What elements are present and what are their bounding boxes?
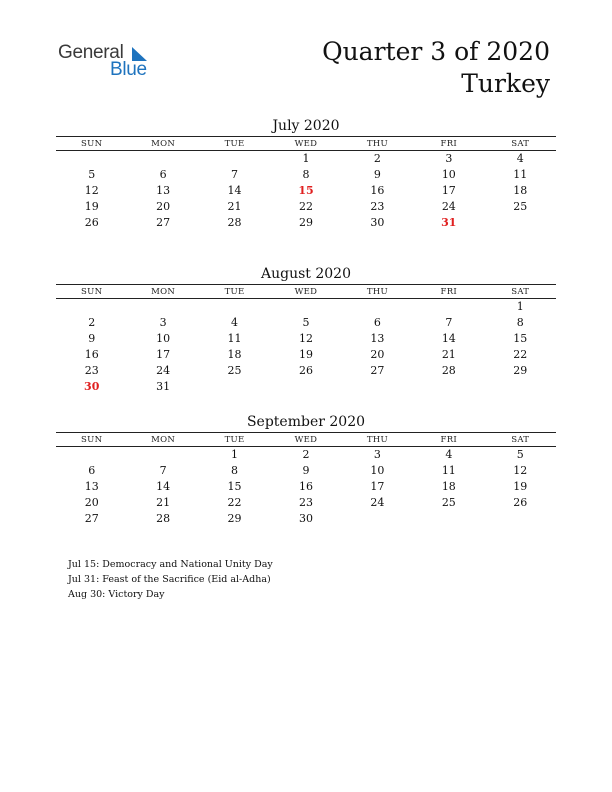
day-cell: 21 [156, 496, 171, 509]
holiday-note: Aug 30: Victory Day [68, 589, 165, 600]
day-cell: 12 [84, 184, 99, 197]
day-cell: 7 [159, 464, 167, 477]
day-cell: 13 [370, 332, 385, 345]
day-cell: 14 [441, 332, 456, 345]
day-cell: 19 [513, 480, 528, 493]
day-cell: 12 [513, 464, 528, 477]
month-title: August 2020 [261, 266, 351, 282]
week-row [56, 511, 556, 527]
title-quarter: Quarter 3 of 2020 [322, 37, 550, 66]
day-cell: 23 [84, 364, 99, 377]
empty-day-cell [56, 299, 127, 315]
day-cell: 18 [441, 480, 456, 493]
day-cell: 31 [156, 380, 171, 393]
day-cell: 6 [373, 316, 381, 329]
day-cell: 29 [513, 364, 528, 377]
month-calendar-july [56, 116, 556, 231]
day-cell: 22 [227, 496, 242, 509]
day-cell: 8 [516, 316, 524, 329]
week-row [56, 347, 556, 363]
week-row [56, 315, 556, 331]
day-cell: 28 [441, 364, 456, 377]
weekday-label: SAT [511, 287, 530, 297]
weekday-label: MON [151, 435, 176, 445]
weekday-label: TUE [224, 139, 245, 149]
holiday-note: Jul 31: Feast of the Sacrifice (Eid al-Adha) [68, 574, 271, 585]
week-row [56, 167, 556, 183]
weekday-label: THU [366, 435, 388, 445]
empty-day-cell [199, 379, 270, 395]
month-calendar-september [56, 412, 556, 527]
day-cell: 9 [302, 464, 310, 477]
day-cell: 3 [373, 448, 381, 461]
general-blue-logo [58, 40, 158, 82]
weekday-header-row [56, 285, 556, 298]
day-cell: 3 [159, 316, 167, 329]
week-row [56, 379, 556, 395]
day-cell: 14 [227, 184, 242, 197]
empty-day-cell [127, 299, 198, 315]
page-title [322, 36, 550, 100]
weekday-label: TUE [224, 435, 245, 445]
week-row [56, 215, 556, 231]
day-cell: 8 [231, 464, 239, 477]
day-cell: 25 [227, 364, 242, 377]
day-cell: 26 [513, 496, 528, 509]
day-cell: 24 [156, 364, 171, 377]
empty-day-cell [342, 299, 413, 315]
empty-day-cell [413, 379, 484, 395]
day-cell: 29 [298, 216, 313, 229]
day-cell: 8 [302, 168, 310, 181]
day-cell: 18 [513, 184, 528, 197]
day-cell: 2 [302, 448, 310, 461]
day-cell: 18 [227, 348, 242, 361]
day-cell: 12 [298, 332, 313, 345]
weekday-header-row [56, 433, 556, 446]
day-cell: 7 [445, 316, 453, 329]
day-cell: 16 [370, 184, 385, 197]
weekday-label: TUE [224, 287, 245, 297]
title-country: Turkey [461, 69, 550, 98]
day-cell: 26 [84, 216, 99, 229]
day-cell: 23 [298, 496, 313, 509]
empty-day-cell [56, 151, 127, 167]
day-cell: 15 [513, 332, 528, 345]
day-cell: 16 [84, 348, 99, 361]
week-row [56, 463, 556, 479]
day-cell: 3 [445, 152, 453, 165]
empty-day-cell [56, 447, 127, 463]
day-cell: 4 [231, 316, 239, 329]
day-cell: 22 [513, 348, 528, 361]
empty-day-cell [199, 151, 270, 167]
day-cell: 16 [298, 480, 313, 493]
day-cell: 29 [227, 512, 242, 525]
day-cell: 24 [370, 496, 385, 509]
day-cell: 23 [370, 200, 385, 213]
week-row [56, 151, 556, 167]
empty-day-cell [342, 379, 413, 395]
day-cell: 20 [370, 348, 385, 361]
weekday-label: SAT [511, 139, 530, 149]
weekday-label: SUN [81, 435, 103, 445]
day-cell: 26 [298, 364, 313, 377]
day-cell: 1 [231, 448, 239, 461]
day-cell: 11 [227, 332, 242, 345]
empty-day-cell [413, 299, 484, 315]
week-row [56, 183, 556, 199]
empty-day-cell [270, 299, 341, 315]
month-calendar-august [56, 264, 556, 395]
day-cell: 21 [441, 348, 456, 361]
day-cell: 30 [298, 512, 313, 525]
week-row [56, 479, 556, 495]
holiday-notes [68, 557, 273, 602]
day-cell: 1 [302, 152, 310, 165]
day-cell: 7 [231, 168, 239, 181]
day-cell: 25 [441, 496, 456, 509]
day-cell: 11 [441, 464, 456, 477]
empty-day-cell [127, 447, 198, 463]
day-cell: 10 [441, 168, 456, 181]
weekday-label: FRI [440, 435, 458, 445]
weekday-label: SUN [81, 139, 103, 149]
day-cell: 6 [88, 464, 96, 477]
day-cell: 21 [227, 200, 242, 213]
day-cell: 6 [159, 168, 167, 181]
weekday-label: WED [294, 435, 318, 445]
weekday-label: MON [151, 139, 176, 149]
day-cell: 17 [441, 184, 456, 197]
empty-day-cell [127, 151, 198, 167]
day-cell: 24 [441, 200, 456, 213]
day-cell: 22 [298, 200, 313, 213]
day-cell: 27 [156, 216, 171, 229]
empty-day-cell [485, 215, 556, 231]
day-cell: 19 [84, 200, 99, 213]
month-title: July 2020 [272, 118, 340, 134]
weekday-header-row [56, 137, 556, 150]
day-cell: 27 [84, 512, 99, 525]
empty-day-cell [342, 511, 413, 527]
weekday-label: MON [151, 287, 176, 297]
holiday-day-cell: 31 [441, 216, 457, 229]
weekday-label: WED [294, 139, 318, 149]
day-cell: 28 [227, 216, 242, 229]
day-cell: 4 [445, 448, 453, 461]
day-cell: 20 [84, 496, 99, 509]
day-cell: 25 [513, 200, 528, 213]
weekday-label: SAT [511, 435, 530, 445]
day-cell: 30 [370, 216, 385, 229]
weekday-label: WED [294, 287, 318, 297]
weekday-label: SUN [81, 287, 103, 297]
day-cell: 10 [370, 464, 385, 477]
day-cell: 27 [370, 364, 385, 377]
empty-day-cell [413, 511, 484, 527]
empty-day-cell [270, 379, 341, 395]
holiday-day-cell: 30 [84, 380, 100, 393]
weekday-label: THU [366, 139, 388, 149]
empty-day-cell [485, 511, 556, 527]
month-title: September 2020 [246, 414, 366, 430]
day-cell: 17 [156, 348, 171, 361]
day-cell: 2 [88, 316, 96, 329]
holiday-note: Jul 15: Democracy and National Unity Day [68, 559, 273, 570]
day-cell: 17 [370, 480, 385, 493]
day-cell: 4 [516, 152, 524, 165]
logo-word-general: General [58, 42, 124, 63]
day-cell: 2 [373, 152, 381, 165]
weekday-label: THU [366, 287, 388, 297]
day-cell: 5 [516, 448, 524, 461]
day-cell: 14 [156, 480, 171, 493]
weekday-label: FRI [440, 287, 458, 297]
week-row [56, 495, 556, 511]
day-cell: 19 [298, 348, 313, 361]
day-cell: 5 [88, 168, 96, 181]
logo-word-blue: Blue [110, 59, 147, 80]
week-row [56, 331, 556, 347]
empty-day-cell [199, 299, 270, 315]
day-cell: 11 [513, 168, 528, 181]
day-cell: 9 [373, 168, 381, 181]
weekday-label: FRI [440, 139, 458, 149]
day-cell: 28 [156, 512, 171, 525]
day-cell: 20 [156, 200, 171, 213]
week-row [56, 447, 556, 463]
day-cell: 13 [84, 480, 99, 493]
week-row [56, 299, 556, 315]
day-cell: 9 [88, 332, 96, 345]
day-cell: 5 [302, 316, 310, 329]
day-cell: 10 [156, 332, 171, 345]
day-cell: 15 [227, 480, 242, 493]
week-row [56, 363, 556, 379]
week-row [56, 199, 556, 215]
day-cell: 13 [156, 184, 171, 197]
holiday-day-cell: 15 [298, 184, 314, 197]
empty-day-cell [485, 379, 556, 395]
day-cell: 1 [516, 300, 524, 313]
